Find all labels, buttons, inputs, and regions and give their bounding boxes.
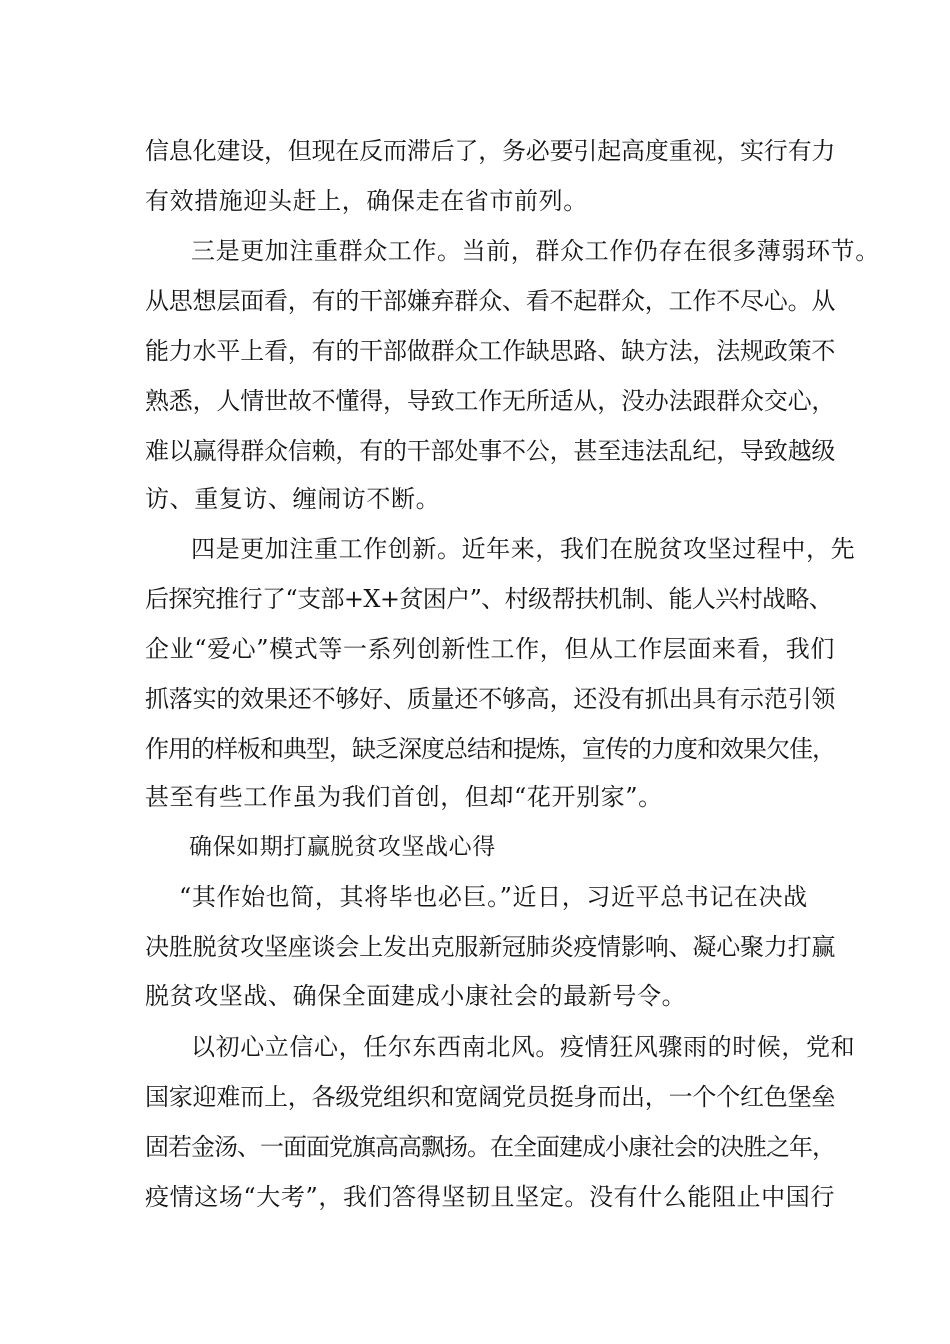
- text-line: 作用的样板和典型，缺乏深度总结和提炼，宣传的力度和效果欠佳，: [145, 735, 835, 763]
- text-line: 固若金汤、一面面党旗高高飘扬。在全面建成小康社会的决胜之年，: [145, 1133, 835, 1161]
- text-line: 访、重复访、缠闹访不断。: [145, 485, 441, 513]
- text-line: 后探究推行了“支部+X+贫困户”、村级帮扶机制、能人兴村战略、: [145, 585, 833, 613]
- text-line: 脱贫攻坚战、确保全面建成小康社会的最新号令。: [145, 982, 687, 1010]
- text-line: 四是更加注重工作创新。近年来，我们在脱贫攻坚过程中，先: [191, 535, 856, 563]
- text-line: 甚至有些工作虽为我们首创，但却“花开别家”。: [145, 783, 663, 811]
- section-heading: 确保如期打赢脱贫攻坚战心得: [189, 834, 496, 860]
- text-line: 从思想层面看，有的干部嫌弃群众、看不起群众，工作不尽心。从: [145, 287, 836, 315]
- text-line: 熟悉，人情世故不懂得，导致工作无所适从，没办法跟群众交心，: [145, 387, 836, 415]
- text-line: 以初心立信心，任尔东西南北风。疫情狂风骤雨的时候，党和: [191, 1033, 856, 1061]
- text-line: 决胜脱贫攻坚座谈会上发出克服新冠肺炎疫情影响、凝心聚力打赢: [145, 933, 836, 961]
- text-line: 信息化建设，但现在反而滞后了，务必要引起高度重视，实行有力: [145, 137, 836, 165]
- text-line: 难以赢得群众信赖，有的干部处事不公，甚至违法乱纪，导致越级: [145, 437, 836, 465]
- text-line: 国家迎难而上，各级党组织和宽阔党员挺身而出，一个个红色堡垒: [145, 1083, 836, 1111]
- text-line: 疫情这场“大考”，我们答得坚韧且坚定。没有什么能阻止中国行: [145, 1183, 835, 1211]
- text-line: “其作始也简，其将毕也必巨。”近日，习近平总书记在决战: [179, 883, 808, 911]
- text-line: 能力水平上看，有的干部做群众工作缺思路、缺方法，法规政策不: [145, 337, 836, 365]
- text-line: 抓落实的效果还不够好、质量还不够高，还没有抓出具有示范引领: [145, 685, 836, 713]
- text-line: 有效措施迎头赶上，确保走在省市前列。: [145, 187, 588, 215]
- text-line: 企业“爱心”模式等一系列创新性工作，但从工作层面来看，我们: [145, 635, 835, 663]
- text-line: 三是更加注重群众工作。当前，群众工作仍存在很多薄弱环节。: [191, 237, 880, 265]
